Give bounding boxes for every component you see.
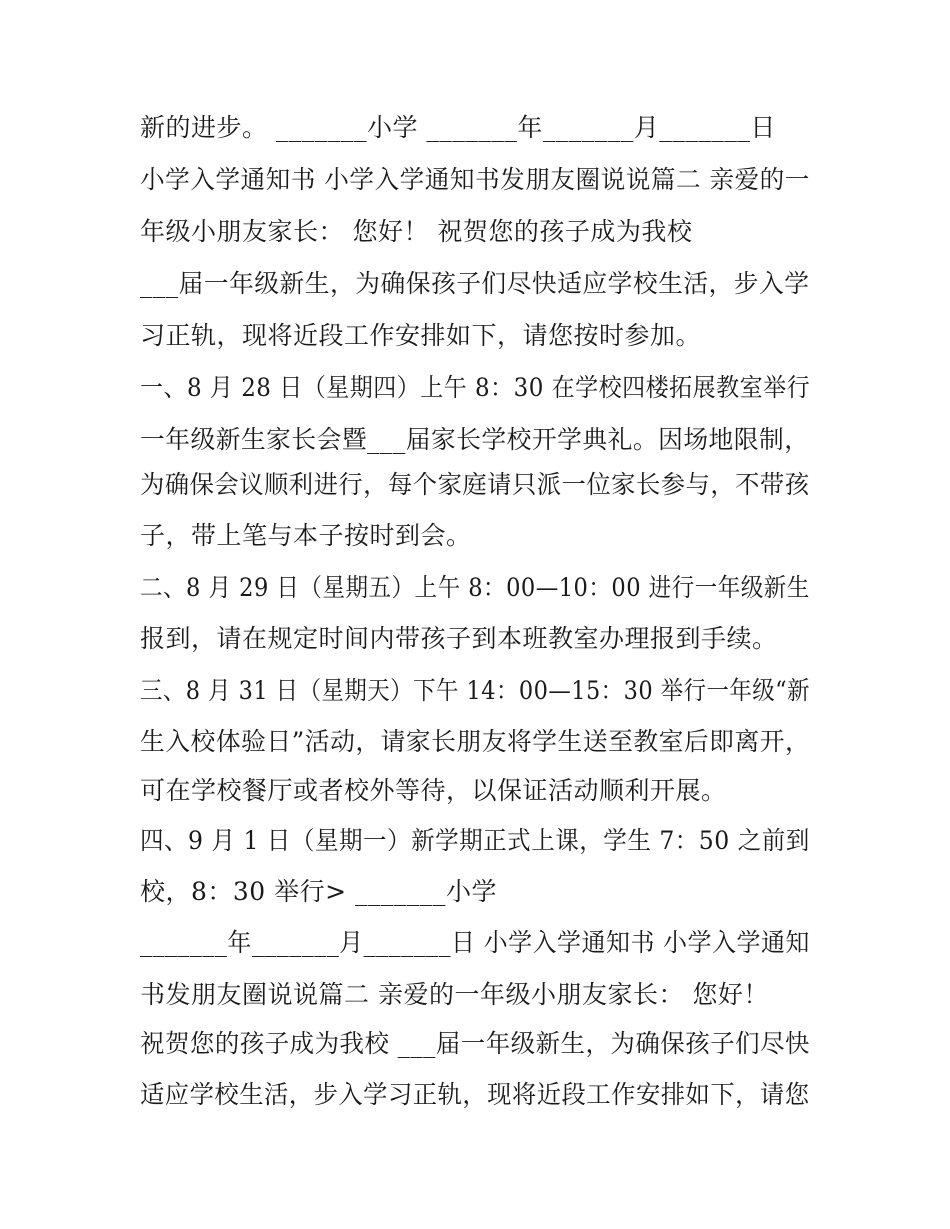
text-line: 一年级新生家长会暨___届家长学校开学典礼。因场地限制，: [140, 425, 810, 454]
text-line: 适应学校生活，步入学习正轨，现将近段工作安排如下，请您: [140, 1080, 810, 1109]
text-line: 生入校体验日”活动，请家长朋友将学生送至教室后即离开，: [140, 727, 811, 756]
text-line: 一、8 月 28 日（星期四）上午 8：30 在学校四楼拓展教室举行: [140, 373, 811, 402]
text-line: 校，8：30 举行> _______小学: [140, 877, 498, 906]
text-line: 为确保会议顺利进行，每个家庭请只派一位家长参与，不带孩: [140, 470, 810, 499]
text-line: 书发朋友圈说说篇二 亲爱的一年级小朋友家长： 您好！: [140, 980, 769, 1009]
text-line: 二、8 月 29 日（星期五）上午 8：00—10：00 进行一年级新生: [140, 573, 810, 602]
text-line: 年级小朋友家长： 您好！ 祝贺您的孩子成为我校: [140, 217, 693, 246]
text-line: _______年_______月_______日 小学入学通知书 小学入学通知: [140, 928, 810, 957]
text-line: 报到，请在规定时间内带孩子到本班教室办理报到手续。: [140, 624, 778, 653]
text-line: 祝贺您的孩子成为我校 ___届一年级新生，为确保孩子们尽快: [140, 1029, 810, 1058]
text-line: 四、9 月 1 日（星期一）新学期正式上课，学生 7：50 之前到: [140, 826, 810, 855]
text-line: 可在学校餐厅或者校外等待，以保证活动顺利开展。: [140, 776, 727, 805]
text-line: ___届一年级新生，为确保孩子们尽快适应学校生活，步入学: [140, 269, 810, 298]
text-line: 子，带上笔与本子按时到会。: [140, 521, 472, 550]
text-line: 习正轨，现将近段工作安排如下，请您按时参加。: [140, 321, 702, 350]
text-line: 小学入学通知书 小学入学通知书发朋友圈说说篇二 亲爱的一: [140, 165, 810, 194]
text-line: 新的进步。 _______小学 _______年_______月_______日: [140, 113, 776, 142]
text-line: 三、8 月 31 日（星期天）下午 14：00—15：30 举行一年级“新: [140, 676, 810, 705]
